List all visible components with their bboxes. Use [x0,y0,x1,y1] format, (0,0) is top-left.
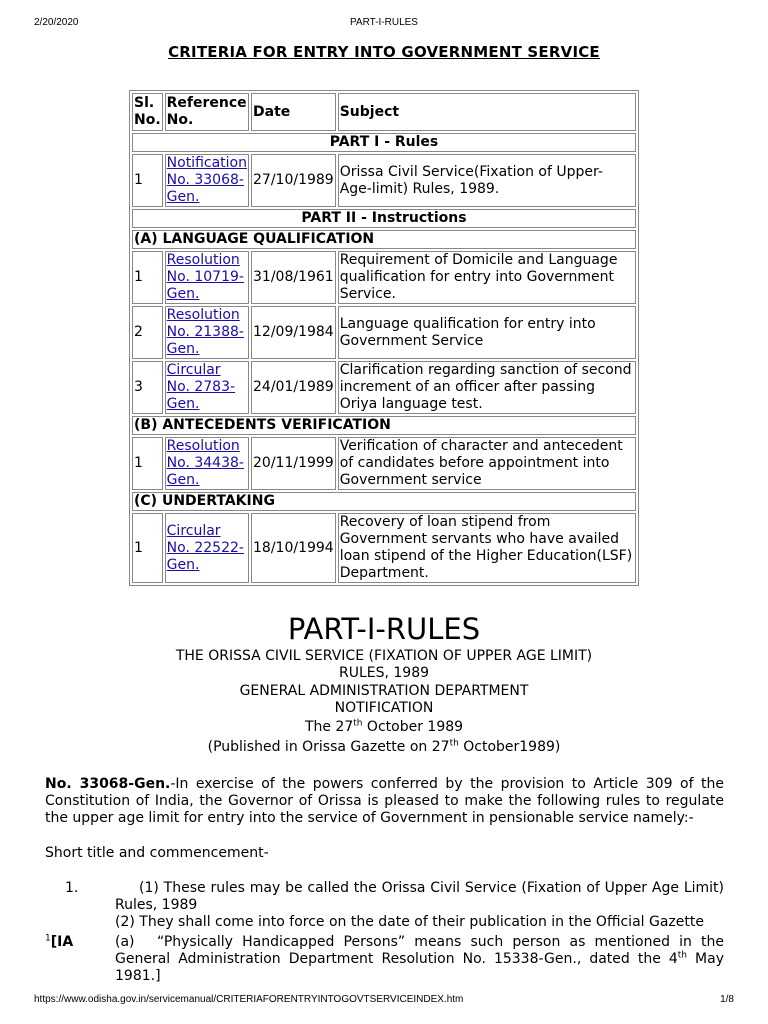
row-subject: Requirement of Domicile and Language qualification for entry into Government Service. [338,251,636,304]
header-subject: Subject [338,93,636,131]
row-sl: 2 [132,306,163,359]
row-subject: Verification of character and antecedent of candidates before appointment into Government service [338,437,636,490]
header-ref: Reference No. [165,93,249,131]
header-sl: Sl. No. [132,93,163,131]
page-number: 1/8 [720,994,734,1005]
short-title-heading: Short title and commencement- [45,845,269,861]
rule-item-2: (2) They shall come into force on the date of their publication in the Official Gazette [115,914,704,930]
publication-note: (Published in Orissa Gazette on 27th October1989) [207,738,561,755]
reference-link[interactable]: Circular No. 22522-Gen. [166,522,244,573]
page-title: CRITERIA FOR ENTRY INTO GOVERNMENT SERVICE [168,43,600,61]
table-header-row [132,93,636,131]
reference-link[interactable]: Circular No. 2783-Gen. [166,362,236,412]
reference-link[interactable]: Resolution No. 10719-Gen. [166,252,244,302]
table-row [132,437,636,490]
rules-title-line2: RULES, 1989 [338,665,430,681]
row-date: 18/10/1994 [251,513,336,583]
table-row [132,306,636,359]
table-row [132,251,636,304]
row-sl: 1 [132,154,163,207]
ia-definition: “Physically Handicapped Persons” means such person as mentioned in the General Administration Department Resolution No. 15338-Gen., dated the 4th May 1981.] [115,934,724,984]
table-row [132,154,636,207]
row-subject: Clarification regarding sanction of second increment of an officer after passing Oriya language test. [338,361,636,414]
row-date: 24/01/1989 [251,361,336,414]
row-subject: Recovery of loan stipend from Government servants who have availed loan stipend of the Higher Education(LSF) Department. [338,513,636,583]
row-date: 31/08/1961 [251,251,336,304]
row-date: 12/09/1984 [251,306,336,359]
row-sl: 1 [132,251,163,304]
table-row [132,361,636,414]
rule-item-1: (1) These rules may be called the Orissa Civil Service (Fixation of Upper Age Limit) Rules, 1989 [115,880,724,913]
row-sl: 1 [132,513,163,583]
section-b-heading: (B) ANTECEDENTS VERIFICATION [132,416,636,435]
reference-link[interactable]: Notification No. 33068-Gen. [166,155,247,205]
row-sl: 1 [132,437,163,490]
rules-heading: PART-I-RULES [287,612,481,646]
print-title: PART-I-RULES [350,17,418,28]
print-date: 2/20/2020 [34,17,79,28]
index-table [129,90,639,586]
row-subject: Orissa Civil Service(Fixation of Upper-Age-limit) Rules, 1989. [338,154,636,207]
row-subject: Language qualification for entry into Government Service [338,306,636,359]
part2-heading: PART II - Instructions [132,209,636,228]
section-a-heading: (A) LANGUAGE QUALIFICATION [132,230,636,249]
notification-date: The 27th October 1989 [304,718,464,735]
section-c-heading: (C) UNDERTAKING [132,492,636,511]
department-name: GENERAL ADMINISTRATION DEPARTMENT [239,683,529,699]
table-row [132,513,636,583]
reference-link[interactable]: Resolution No. 21388-Gen. [166,307,244,357]
row-sl: 3 [132,361,163,414]
header-date: Date [251,93,336,131]
row-date: 20/11/1999 [251,437,336,490]
reference-link[interactable]: Resolution No. 34438-Gen. [166,438,244,488]
rules-title-line1: THE ORISSA CIVIL SERVICE (FIXATION OF UPPER AGE LIMIT) [175,648,593,664]
item-number: 1. [65,880,79,896]
part1-heading: PART I - Rules [132,133,636,152]
ia-label: $^1$[IA [45,933,74,950]
ia-sub-a: (a) [115,934,135,950]
notification-label: NOTIFICATION [334,700,434,716]
print-url: https://www.odisha.gov.in/servicemanual/CRITERIAFORENTRYINTOGOVTSERVICEINDEX.htm [34,994,464,1005]
row-date: 27/10/1989 [251,154,336,207]
notification-paragraph: No. 33068-Gen.-In exercise of the powers conferred by the provision to Article 309 of the Constitution of India, the Governor of Orissa is pleased to make the following rules to regulate the upper age limit for entry into the service of Government in pensionable service namely:- [45,776,724,826]
